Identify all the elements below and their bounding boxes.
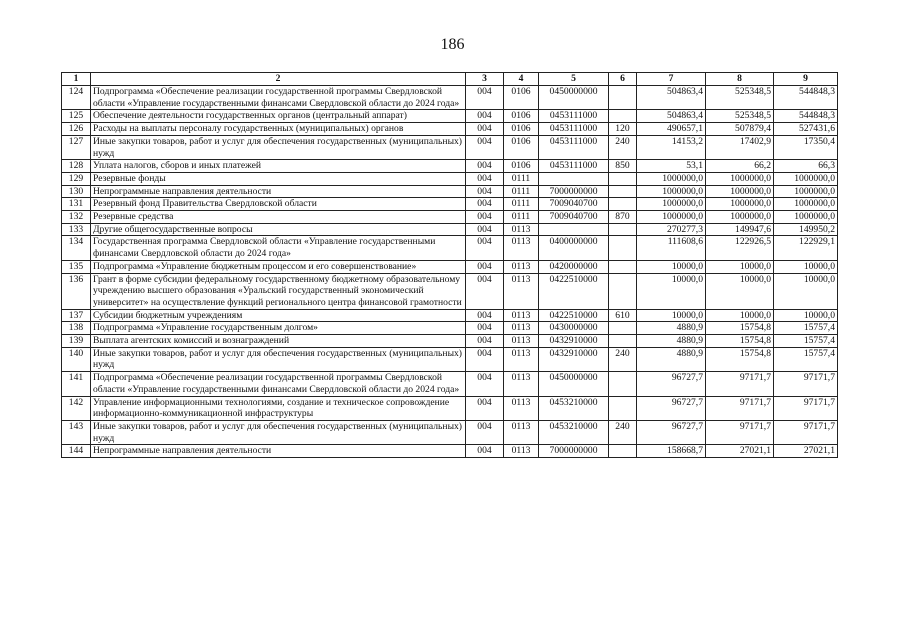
row-number-cell: 136 xyxy=(62,273,91,309)
section-code-cell: 0113 xyxy=(504,445,539,458)
amount-year3-cell: 1000000,0 xyxy=(774,172,838,185)
expense-type-cell xyxy=(609,445,637,458)
amount-year1-cell: 4880,9 xyxy=(637,335,706,348)
amount-year2-cell: 10000,0 xyxy=(706,260,774,273)
row-number-cell: 139 xyxy=(62,335,91,348)
description-cell: Иные закупки товаров, работ и услуг для обеспечения государственных (муниципальных) нужд xyxy=(91,135,466,159)
amount-year3-cell: 97171,7 xyxy=(774,396,838,420)
description-cell: Государственная программа Свердловской области «Управление государственными финансами Свердловской области до 2024 года» xyxy=(91,236,466,260)
table-row xyxy=(62,198,838,211)
target-article-cell: 0450000000 xyxy=(539,372,609,396)
ministry-code-cell: 004 xyxy=(466,260,504,273)
expense-type-cell xyxy=(609,335,637,348)
amount-year1-cell: 1000000,0 xyxy=(637,198,706,211)
description-cell: Подпрограмма «Управление бюджетным процессом и его совершенствование» xyxy=(91,260,466,273)
amount-year3-cell: 10000,0 xyxy=(774,260,838,273)
amount-year2-cell: 66,2 xyxy=(706,160,774,173)
section-code-cell: 0111 xyxy=(504,185,539,198)
amount-year2-cell: 149947,6 xyxy=(706,223,774,236)
amount-year1-cell: 1000000,0 xyxy=(637,172,706,185)
ministry-code-cell: 004 xyxy=(466,309,504,322)
amount-year3-cell: 17350,4 xyxy=(774,135,838,159)
amount-year1-cell: 53,1 xyxy=(637,160,706,173)
section-code-cell: 0111 xyxy=(504,211,539,224)
ministry-code-cell: 004 xyxy=(466,185,504,198)
table-row xyxy=(62,322,838,335)
target-article-cell: 7009040700 xyxy=(539,211,609,224)
table-row xyxy=(62,347,838,371)
target-article-cell: 0453111000 xyxy=(539,160,609,173)
header-cell: 7 xyxy=(637,73,706,86)
table-body xyxy=(62,86,838,458)
description-cell: Иные закупки товаров, работ и услуг для обеспечения государственных (муниципальных) нужд xyxy=(91,420,466,444)
section-code-cell: 0106 xyxy=(504,160,539,173)
amount-year2-cell: 525348,5 xyxy=(706,110,774,123)
section-code-cell: 0113 xyxy=(504,223,539,236)
amount-year2-cell: 27021,1 xyxy=(706,445,774,458)
row-number-cell: 137 xyxy=(62,309,91,322)
description-cell: Другие общегосударственные вопросы xyxy=(91,223,466,236)
amount-year1-cell: 504863,4 xyxy=(637,86,706,110)
row-number-cell: 125 xyxy=(62,110,91,123)
row-number-cell: 144 xyxy=(62,445,91,458)
amount-year1-cell: 158668,7 xyxy=(637,445,706,458)
amount-year3-cell: 149950,2 xyxy=(774,223,838,236)
amount-year2-cell: 15754,8 xyxy=(706,335,774,348)
description-cell: Резервные средства xyxy=(91,211,466,224)
table-header-row xyxy=(62,73,838,86)
table-row xyxy=(62,185,838,198)
expense-type-cell xyxy=(609,172,637,185)
ministry-code-cell: 004 xyxy=(466,420,504,444)
target-article-cell: 7000000000 xyxy=(539,445,609,458)
table-row xyxy=(62,396,838,420)
description-cell: Резервный фонд Правительства Свердловской области xyxy=(91,198,466,211)
expense-type-cell: 610 xyxy=(609,309,637,322)
section-code-cell: 0111 xyxy=(504,172,539,185)
header-cell: 1 xyxy=(62,73,91,86)
target-article-cell: 0420000000 xyxy=(539,260,609,273)
expense-type-cell: 120 xyxy=(609,123,637,136)
description-cell: Подпрограмма «Обеспечение реализации государственной программы Свердловской области «Управление государственными финансами Свердловской области до 2024 года» xyxy=(91,86,466,110)
description-cell: Уплата налогов, сборов и иных платежей xyxy=(91,160,466,173)
row-number-cell: 133 xyxy=(62,223,91,236)
ministry-code-cell: 004 xyxy=(466,396,504,420)
page-number: 186 xyxy=(440,36,465,53)
amount-year3-cell: 1000000,0 xyxy=(774,211,838,224)
section-code-cell: 0106 xyxy=(504,135,539,159)
table-row xyxy=(62,211,838,224)
amount-year3-cell: 15757,4 xyxy=(774,335,838,348)
section-code-cell: 0111 xyxy=(504,198,539,211)
amount-year2-cell: 97171,7 xyxy=(706,396,774,420)
amount-year1-cell: 1000000,0 xyxy=(637,185,706,198)
target-article-cell: 0450000000 xyxy=(539,86,609,110)
description-cell: Подпрограмма «Обеспечение реализации государственной программы Свердловской области «Управление государственными финансами Свердловской области до 2024 года» xyxy=(91,372,466,396)
ministry-code-cell: 004 xyxy=(466,135,504,159)
table-row xyxy=(62,86,838,110)
row-number-cell: 132 xyxy=(62,211,91,224)
target-article-cell: 0400000000 xyxy=(539,236,609,260)
table-row xyxy=(62,160,838,173)
expense-type-cell xyxy=(609,322,637,335)
description-cell: Подпрограмма «Управление государственным долгом» xyxy=(91,322,466,335)
row-number-cell: 142 xyxy=(62,396,91,420)
ministry-code-cell: 004 xyxy=(466,86,504,110)
ministry-code-cell: 004 xyxy=(466,172,504,185)
expense-type-cell xyxy=(609,260,637,273)
header-cell: 2 xyxy=(91,73,466,86)
amount-year1-cell: 270277,3 xyxy=(637,223,706,236)
section-code-cell: 0106 xyxy=(504,86,539,110)
budget-table xyxy=(61,72,838,458)
section-code-cell: 0113 xyxy=(504,260,539,273)
target-article-cell: 0453111000 xyxy=(539,135,609,159)
target-article-cell: 0453111000 xyxy=(539,110,609,123)
target-article-cell: 0422510000 xyxy=(539,309,609,322)
expense-type-cell xyxy=(609,396,637,420)
ministry-code-cell: 004 xyxy=(466,372,504,396)
description-cell: Расходы на выплаты персоналу государственных (муниципальных) органов xyxy=(91,123,466,136)
table-row xyxy=(62,445,838,458)
amount-year2-cell: 10000,0 xyxy=(706,273,774,309)
section-code-cell: 0113 xyxy=(504,322,539,335)
section-code-cell: 0113 xyxy=(504,420,539,444)
table-row xyxy=(62,273,838,309)
target-article-cell: 0453210000 xyxy=(539,396,609,420)
description-cell: Обеспечение деятельности государственных органов (центральный аппарат) xyxy=(91,110,466,123)
amount-year2-cell: 507879,4 xyxy=(706,123,774,136)
target-article-cell: 0453210000 xyxy=(539,420,609,444)
ministry-code-cell: 004 xyxy=(466,223,504,236)
row-number-cell: 134 xyxy=(62,236,91,260)
section-code-cell: 0113 xyxy=(504,335,539,348)
expense-type-cell xyxy=(609,198,637,211)
ministry-code-cell: 004 xyxy=(466,273,504,309)
amount-year2-cell: 17402,9 xyxy=(706,135,774,159)
ministry-code-cell: 004 xyxy=(466,198,504,211)
amount-year3-cell: 15757,4 xyxy=(774,322,838,335)
section-code-cell: 0106 xyxy=(504,123,539,136)
amount-year1-cell: 4880,9 xyxy=(637,322,706,335)
amount-year3-cell: 1000000,0 xyxy=(774,185,838,198)
amount-year3-cell: 544848,3 xyxy=(774,110,838,123)
table-row xyxy=(62,335,838,348)
row-number-cell: 129 xyxy=(62,172,91,185)
row-number-cell: 124 xyxy=(62,86,91,110)
target-article-cell: 0422510000 xyxy=(539,273,609,309)
amount-year2-cell: 122926,5 xyxy=(706,236,774,260)
amount-year3-cell: 10000,0 xyxy=(774,273,838,309)
amount-year1-cell: 504863,4 xyxy=(637,110,706,123)
amount-year1-cell: 10000,0 xyxy=(637,273,706,309)
description-cell: Иные закупки товаров, работ и услуг для обеспечения государственных (муниципальных) нужд xyxy=(91,347,466,371)
amount-year1-cell: 111608,6 xyxy=(637,236,706,260)
expense-type-cell xyxy=(609,185,637,198)
description-cell: Резервные фонды xyxy=(91,172,466,185)
section-code-cell: 0113 xyxy=(504,396,539,420)
amount-year1-cell: 4880,9 xyxy=(637,347,706,371)
target-article-cell: 7009040700 xyxy=(539,198,609,211)
ministry-code-cell: 004 xyxy=(466,110,504,123)
expense-type-cell xyxy=(609,110,637,123)
expense-type-cell xyxy=(609,372,637,396)
amount-year1-cell: 10000,0 xyxy=(637,309,706,322)
amount-year2-cell: 97171,7 xyxy=(706,420,774,444)
amount-year1-cell: 96727,7 xyxy=(637,396,706,420)
row-number-cell: 127 xyxy=(62,135,91,159)
amount-year3-cell: 27021,1 xyxy=(774,445,838,458)
target-article-cell xyxy=(539,223,609,236)
section-code-cell: 0113 xyxy=(504,309,539,322)
expense-type-cell: 870 xyxy=(609,211,637,224)
ministry-code-cell: 004 xyxy=(466,123,504,136)
description-cell: Выплата агентских комиссий и вознаграждений xyxy=(91,335,466,348)
expense-type-cell: 240 xyxy=(609,135,637,159)
section-code-cell: 0106 xyxy=(504,110,539,123)
amount-year1-cell: 490657,1 xyxy=(637,123,706,136)
amount-year1-cell: 14153,2 xyxy=(637,135,706,159)
row-number-cell: 128 xyxy=(62,160,91,173)
row-number-cell: 126 xyxy=(62,123,91,136)
expense-type-cell xyxy=(609,223,637,236)
row-number-cell: 138 xyxy=(62,322,91,335)
amount-year3-cell: 544848,3 xyxy=(774,86,838,110)
target-article-cell: 0453111000 xyxy=(539,123,609,136)
row-number-cell: 140 xyxy=(62,347,91,371)
amount-year2-cell: 1000000,0 xyxy=(706,185,774,198)
table-row xyxy=(62,123,838,136)
description-cell: Непрограммные направления деятельности xyxy=(91,445,466,458)
target-article-cell: 0432910000 xyxy=(539,335,609,348)
amount-year1-cell: 96727,7 xyxy=(637,420,706,444)
target-article-cell: 0432910000 xyxy=(539,347,609,371)
amount-year3-cell: 66,3 xyxy=(774,160,838,173)
expense-type-cell: 850 xyxy=(609,160,637,173)
description-cell: Непрограммные направления деятельности xyxy=(91,185,466,198)
ministry-code-cell: 004 xyxy=(466,236,504,260)
amount-year1-cell: 1000000,0 xyxy=(637,211,706,224)
description-cell: Управление информационными технологиями, создание и техническое сопровождение информационно-коммуникационной инфраструктуры xyxy=(91,396,466,420)
row-number-cell: 143 xyxy=(62,420,91,444)
section-code-cell: 0113 xyxy=(504,372,539,396)
expense-type-cell: 240 xyxy=(609,420,637,444)
amount-year3-cell: 10000,0 xyxy=(774,309,838,322)
amount-year3-cell: 97171,7 xyxy=(774,372,838,396)
expense-type-cell xyxy=(609,236,637,260)
amount-year2-cell: 10000,0 xyxy=(706,309,774,322)
header-cell: 8 xyxy=(706,73,774,86)
table-row xyxy=(62,135,838,159)
target-article-cell xyxy=(539,172,609,185)
table-row xyxy=(62,372,838,396)
amount-year2-cell: 1000000,0 xyxy=(706,172,774,185)
header-cell: 3 xyxy=(466,73,504,86)
row-number-cell: 135 xyxy=(62,260,91,273)
section-code-cell: 0113 xyxy=(504,273,539,309)
expense-type-cell xyxy=(609,273,637,309)
row-number-cell: 131 xyxy=(62,198,91,211)
amount-year2-cell: 1000000,0 xyxy=(706,198,774,211)
ministry-code-cell: 004 xyxy=(466,347,504,371)
amount-year3-cell: 1000000,0 xyxy=(774,198,838,211)
amount-year2-cell: 15754,8 xyxy=(706,322,774,335)
target-article-cell: 0430000000 xyxy=(539,322,609,335)
description-cell: Грант в форме субсидии федеральному государственному бюджетному образовательному учреждению высшего образования «Уральский государственный экономический университет» на осуществление функций регионального центра финансовой грамотности xyxy=(91,273,466,309)
amount-year2-cell: 1000000,0 xyxy=(706,211,774,224)
amount-year2-cell: 97171,7 xyxy=(706,372,774,396)
amount-year3-cell: 97171,7 xyxy=(774,420,838,444)
table-row xyxy=(62,236,838,260)
amount-year1-cell: 10000,0 xyxy=(637,260,706,273)
table-row xyxy=(62,110,838,123)
ministry-code-cell: 004 xyxy=(466,322,504,335)
header-cell: 4 xyxy=(504,73,539,86)
expense-type-cell: 240 xyxy=(609,347,637,371)
table-row xyxy=(62,260,838,273)
table-row xyxy=(62,172,838,185)
header-cell: 6 xyxy=(609,73,637,86)
section-code-cell: 0113 xyxy=(504,236,539,260)
row-number-cell: 130 xyxy=(62,185,91,198)
table-row xyxy=(62,420,838,444)
amount-year2-cell: 525348,5 xyxy=(706,86,774,110)
ministry-code-cell: 004 xyxy=(466,160,504,173)
row-number-cell: 141 xyxy=(62,372,91,396)
amount-year3-cell: 122929,1 xyxy=(774,236,838,260)
description-cell: Субсидии бюджетным учреждениям xyxy=(91,309,466,322)
header-cell: 9 xyxy=(774,73,838,86)
expense-type-cell xyxy=(609,86,637,110)
amount-year2-cell: 15754,8 xyxy=(706,347,774,371)
target-article-cell: 7000000000 xyxy=(539,185,609,198)
amount-year3-cell: 527431,6 xyxy=(774,123,838,136)
amount-year1-cell: 96727,7 xyxy=(637,372,706,396)
table-row xyxy=(62,223,838,236)
amount-year3-cell: 15757,4 xyxy=(774,347,838,371)
header-cell: 5 xyxy=(539,73,609,86)
ministry-code-cell: 004 xyxy=(466,445,504,458)
table-row xyxy=(62,309,838,322)
ministry-code-cell: 004 xyxy=(466,211,504,224)
ministry-code-cell: 004 xyxy=(466,335,504,348)
section-code-cell: 0113 xyxy=(504,347,539,371)
